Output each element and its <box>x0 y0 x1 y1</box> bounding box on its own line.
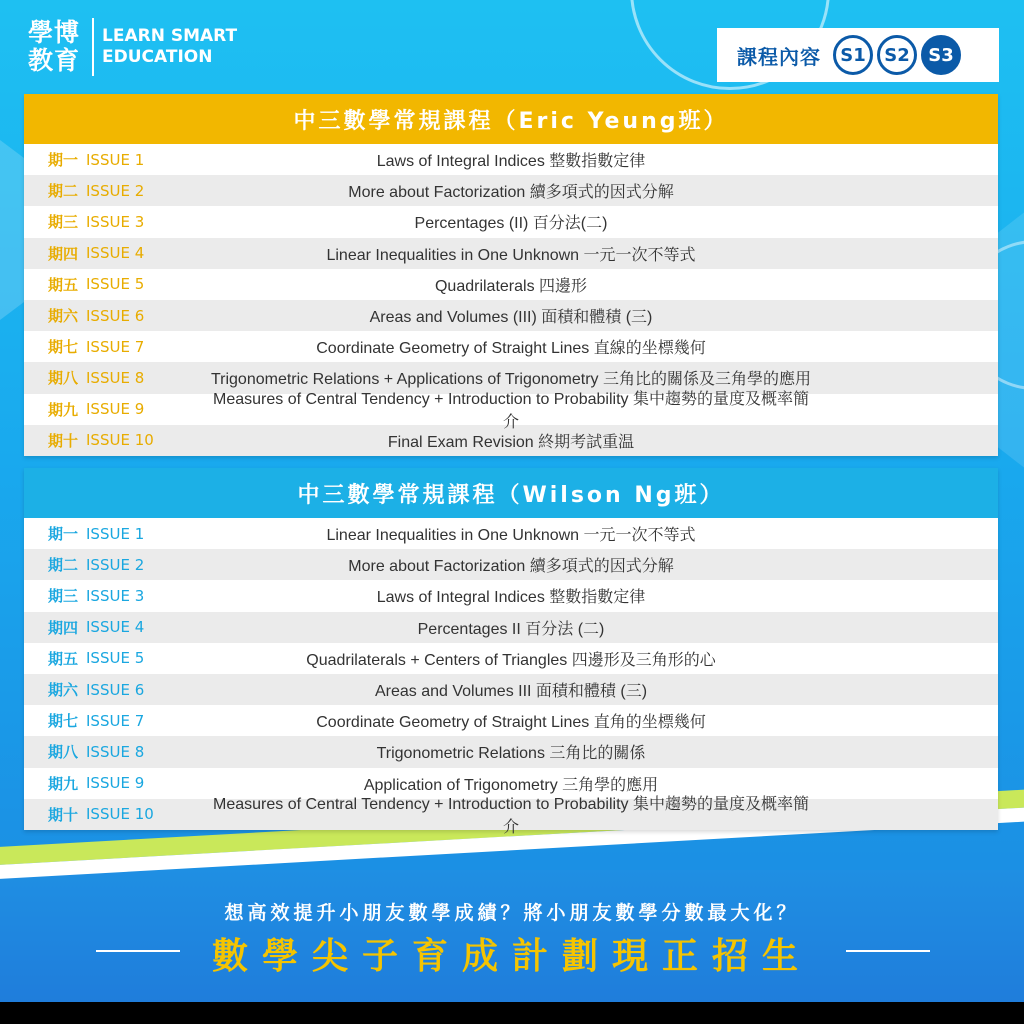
topic-text: Coordinate Geometry of Straight Lines 直角的坐標幾何 <box>316 714 706 732</box>
topic-text: Coordinate Geometry of Straight Lines 直線的坐標幾何 <box>316 340 706 358</box>
topic-text: More about Factorization 續多項式的因式分解 <box>348 558 674 576</box>
issue-label: ISSUE 10 <box>86 805 154 824</box>
table-row <box>24 144 998 175</box>
period-label: 期五 <box>47 275 78 294</box>
period-label: 期二 <box>47 556 78 575</box>
period-label: 期四 <box>47 618 78 637</box>
period-label: 期八 <box>47 743 78 762</box>
issue-label: ISSUE 3 <box>86 586 145 605</box>
issue-label: ISSUE 5 <box>86 275 145 294</box>
table-row <box>24 269 998 300</box>
topic-text: Areas and Volumes (III) 面積和體積 (三) <box>369 309 653 327</box>
logo-divider <box>92 18 94 76</box>
level-s3-button[interactable]: S3 <box>921 35 961 75</box>
issue-label: ISSUE 7 <box>86 711 145 730</box>
period-label: 期二 <box>47 182 78 201</box>
issue-label: ISSUE 1 <box>86 150 145 169</box>
issue-label: ISSUE 10 <box>86 431 154 450</box>
table-row <box>24 674 998 705</box>
period-label: 期三 <box>47 587 78 606</box>
period-label: 期五 <box>47 649 78 668</box>
schedule-panel-wilson <box>24 468 998 837</box>
level-s2-button[interactable]: S2 <box>877 35 917 75</box>
topic-text: Linear Inequalities in One Unknown 一元一次不等式 <box>326 246 696 264</box>
period-label: 期十 <box>47 805 78 824</box>
issue-label: ISSUE 6 <box>86 680 145 699</box>
issue-label: ISSUE 9 <box>86 774 145 793</box>
table-row <box>24 518 998 549</box>
footer-question: 想高效提升小朋友數學成績？將小朋友數學分數最大化？ <box>224 902 800 924</box>
schedule-rows <box>24 144 998 456</box>
logo-cn-line1: 學博 <box>28 18 81 47</box>
issue-label: ISSUE 5 <box>86 649 145 668</box>
topic-text: Areas and Volumes III 面積和體積 (三) <box>374 683 648 701</box>
period-label: 期七 <box>47 338 78 357</box>
logo-en-line2: EDUCATION <box>102 47 213 67</box>
topic-text: Quadrilaterals + Centers of Triangles 四邊形及三角形的心 <box>306 651 716 669</box>
table-row <box>24 331 998 362</box>
table-row <box>24 175 998 206</box>
table-row <box>24 796 998 837</box>
period-label: 期四 <box>47 244 78 263</box>
logo-en-line1: LEARN SMART <box>102 26 238 46</box>
topic-text: Laws of Integral Indices 整數指數定律 <box>376 153 646 171</box>
table-row <box>24 238 998 269</box>
topic-text: Trigonometric Relations 三角比的關係 <box>376 745 646 763</box>
table-row <box>24 300 998 331</box>
period-label: 期三 <box>47 213 78 232</box>
period-label: 期八 <box>47 369 78 388</box>
logo-chinese <box>28 19 86 75</box>
topic-text: Measures of Central Tendency + Introduction to Probability 集中趨勢的量度及概率簡介 <box>213 796 809 837</box>
table-row <box>24 736 998 767</box>
schedule-rows <box>24 518 998 837</box>
issue-label: ISSUE 6 <box>86 306 145 325</box>
issue-label: ISSUE 2 <box>86 181 145 200</box>
logo-english <box>102 26 237 68</box>
panel-title: 中三數學常規課程（Wilson Ng班） <box>24 468 998 518</box>
table-row <box>24 643 998 674</box>
period-label: 期一 <box>47 151 78 170</box>
period-label: 期九 <box>47 400 78 419</box>
topic-text: Final Exam Revision 終期考試重温 <box>387 433 635 451</box>
topic-text: Measures of Central Tendency + Introduction to Probability 集中趨勢的量度及概率簡介 <box>213 391 809 432</box>
topic-text: Quadrilaterals 四邊形 <box>434 277 588 295</box>
topic-text: Trigonometric Relations + Applications of Trigonometry 三角比的關係及三角學的應用 <box>210 371 812 389</box>
topic-text: Laws of Integral Indices 整數指數定律 <box>376 589 646 607</box>
table-row <box>24 206 998 237</box>
footer-headline: 數學尖子育成計劃現正招生 <box>211 936 812 977</box>
issue-label: ISSUE 1 <box>86 524 145 543</box>
issue-label: ISSUE 8 <box>86 742 145 761</box>
topic-text: More about Factorization 續多項式的因式分解 <box>348 184 674 202</box>
issue-label: ISSUE 3 <box>86 212 145 231</box>
topic-text: Linear Inequalities in One Unknown 一元一次不等式 <box>326 527 696 545</box>
period-label: 期九 <box>47 774 78 793</box>
table-row <box>24 425 998 456</box>
panel-title: 中三數學常規課程（Eric Yeung班） <box>24 94 998 144</box>
period-label: 期一 <box>47 525 78 544</box>
period-label: 期六 <box>47 681 78 700</box>
level-s1-button[interactable]: S1 <box>833 35 873 75</box>
period-label: 期十 <box>47 431 78 450</box>
issue-label: ISSUE 4 <box>86 244 145 263</box>
period-label: 期六 <box>47 307 78 326</box>
issue-label: ISSUE 2 <box>86 555 145 574</box>
topic-text: Percentages II 百分法 (二) <box>417 620 605 638</box>
topic-text: Percentages (II) 百分法(二) <box>414 215 608 233</box>
table-row <box>24 612 998 643</box>
course-level-nav <box>717 28 999 82</box>
schedule-panel-eric <box>24 94 998 456</box>
table-row <box>24 391 998 432</box>
course-nav-label: 課程內容 <box>737 44 821 69</box>
logo-cn-line2: 教育 <box>28 46 81 75</box>
brand-logo[interactable] <box>28 18 237 76</box>
issue-label: ISSUE 9 <box>86 400 145 419</box>
issue-label: ISSUE 8 <box>86 368 145 387</box>
bottom-bar <box>0 1002 1024 1024</box>
table-row <box>24 549 998 580</box>
issue-label: ISSUE 7 <box>86 337 145 356</box>
topic-text: Application of Trigonometry 三角學的應用 <box>363 776 659 794</box>
table-row <box>24 705 998 736</box>
issue-label: ISSUE 4 <box>86 618 145 637</box>
period-label: 期七 <box>47 712 78 731</box>
table-row <box>24 580 998 611</box>
